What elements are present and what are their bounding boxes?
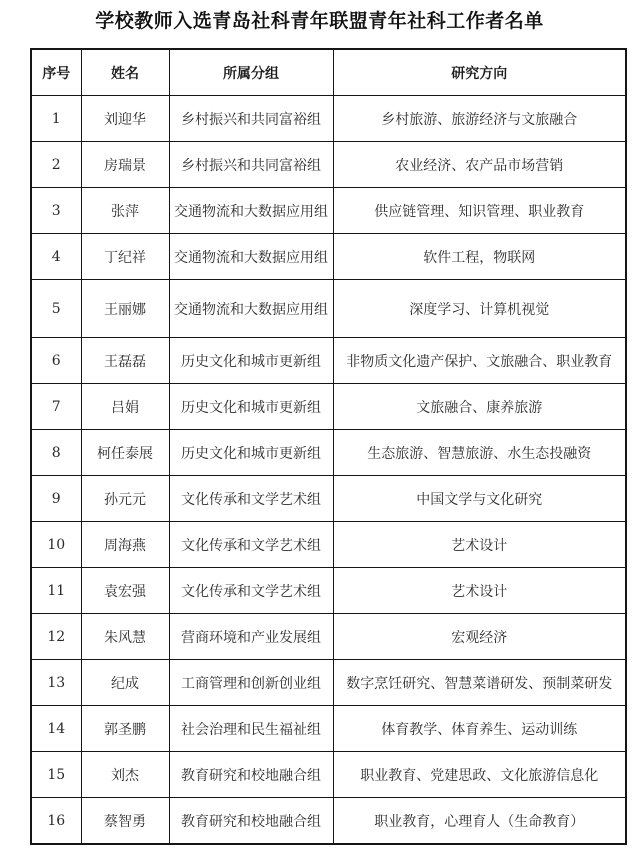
cell-research: 文旅融合、康养旅游 xyxy=(333,384,626,430)
cell-name: 丁纪祥 xyxy=(81,234,169,280)
cell-research: 数字烹饪研究、智慧菜谱研发、预制菜研发 xyxy=(333,660,626,706)
cell-index: 4 xyxy=(31,234,81,280)
cell-research: 生态旅游、智慧旅游、水生态投融资 xyxy=(333,430,626,476)
cell-name: 周海燕 xyxy=(81,522,169,568)
cell-research: 乡村旅游、旅游经济与文旅融合 xyxy=(333,96,626,142)
cell-research: 体育教学、体育养生、运动训练 xyxy=(333,706,626,752)
table-header xyxy=(31,49,626,96)
cell-group: 文化传承和文学艺术组 xyxy=(169,476,333,522)
cell-index: 15 xyxy=(31,752,81,798)
cell-name: 吕娟 xyxy=(81,384,169,430)
table-body xyxy=(31,96,626,845)
cell-research: 深度学习、计算机视觉 xyxy=(333,280,626,338)
cell-research: 中国文学与文化研究 xyxy=(333,476,626,522)
cell-group: 乡村振兴和共同富裕组 xyxy=(169,96,333,142)
cell-index: 9 xyxy=(31,476,81,522)
cell-research: 软件工程，物联网 xyxy=(333,234,626,280)
cell-research: 宏观经济 xyxy=(333,614,626,660)
cell-group: 文化传承和文学艺术组 xyxy=(169,522,333,568)
cell-name: 张萍 xyxy=(81,188,169,234)
cell-group: 教育研究和校地融合组 xyxy=(169,798,333,845)
cell-research: 职业教育、党建思政、文化旅游信息化 xyxy=(333,752,626,798)
cell-index: 5 xyxy=(31,280,81,338)
cell-name: 房瑞景 xyxy=(81,142,169,188)
table-row xyxy=(31,476,626,522)
cell-group: 历史文化和城市更新组 xyxy=(169,430,333,476)
cell-name: 郭圣鹏 xyxy=(81,706,169,752)
cell-index: 6 xyxy=(31,338,81,384)
cell-index: 11 xyxy=(31,568,81,614)
table-row xyxy=(31,706,626,752)
cell-name: 袁宏强 xyxy=(81,568,169,614)
cell-name: 刘迎华 xyxy=(81,96,169,142)
page-title: 学校教师入选青岛社科青年联盟青年社科工作者名单 xyxy=(95,10,544,32)
table-row xyxy=(31,188,626,234)
cell-name: 纪成 xyxy=(81,660,169,706)
cell-group: 营商环境和产业发展组 xyxy=(169,614,333,660)
cell-group: 交通物流和大数据应用组 xyxy=(169,234,333,280)
cell-research: 艺术设计 xyxy=(333,522,626,568)
cell-index: 1 xyxy=(31,96,81,142)
table-row xyxy=(31,234,626,280)
cell-research: 农业经济、农产品市场营销 xyxy=(333,142,626,188)
column-header-group: 所属分组 xyxy=(169,49,333,96)
cell-group: 交通物流和大数据应用组 xyxy=(169,280,333,338)
cell-index: 3 xyxy=(31,188,81,234)
table-row xyxy=(31,384,626,430)
table-row xyxy=(31,430,626,476)
table-container xyxy=(30,48,639,845)
table-row xyxy=(31,568,626,614)
cell-name: 柯任泰展 xyxy=(81,430,169,476)
cell-research: 职业教育，心理育人（生命教育） xyxy=(333,798,626,845)
cell-index: 10 xyxy=(31,522,81,568)
table-row xyxy=(31,142,626,188)
column-header-name: 姓名 xyxy=(81,49,169,96)
cell-index: 12 xyxy=(31,614,81,660)
cell-index: 14 xyxy=(31,706,81,752)
cell-index: 7 xyxy=(31,384,81,430)
table-row xyxy=(31,522,626,568)
cell-group: 社会治理和民生福祉组 xyxy=(169,706,333,752)
table-row xyxy=(31,752,626,798)
cell-research: 非物质文化遗产保护、文旅融合、职业教育 xyxy=(333,338,626,384)
table-row xyxy=(31,660,626,706)
cell-group: 文化传承和文学艺术组 xyxy=(169,568,333,614)
table-row xyxy=(31,280,626,338)
cell-index: 13 xyxy=(31,660,81,706)
cell-group: 乡村振兴和共同富裕组 xyxy=(169,142,333,188)
cell-research: 艺术设计 xyxy=(333,568,626,614)
cell-name: 刘杰 xyxy=(81,752,169,798)
cell-name: 王磊磊 xyxy=(81,338,169,384)
column-header-research: 研究方向 xyxy=(333,49,626,96)
cell-index: 8 xyxy=(31,430,81,476)
cell-name: 孙元元 xyxy=(81,476,169,522)
cell-group: 历史文化和城市更新组 xyxy=(169,338,333,384)
roster-table xyxy=(30,48,627,845)
cell-group: 工商管理和创新创业组 xyxy=(169,660,333,706)
table-row xyxy=(31,614,626,660)
document-page xyxy=(0,9,639,864)
table-row xyxy=(31,338,626,384)
cell-index: 16 xyxy=(31,798,81,845)
cell-name: 王丽娜 xyxy=(81,280,169,338)
cell-name: 朱风慧 xyxy=(81,614,169,660)
cell-name: 蔡智勇 xyxy=(81,798,169,845)
table-row xyxy=(31,96,626,142)
cell-research: 供应链管理、知识管理、职业教育 xyxy=(333,188,626,234)
table-row xyxy=(31,798,626,845)
cell-index: 2 xyxy=(31,142,81,188)
cell-group: 历史文化和城市更新组 xyxy=(169,384,333,430)
table-header-row xyxy=(31,49,626,96)
cell-group: 教育研究和校地融合组 xyxy=(169,752,333,798)
column-header-index: 序号 xyxy=(31,49,81,96)
cell-group: 交通物流和大数据应用组 xyxy=(169,188,333,234)
